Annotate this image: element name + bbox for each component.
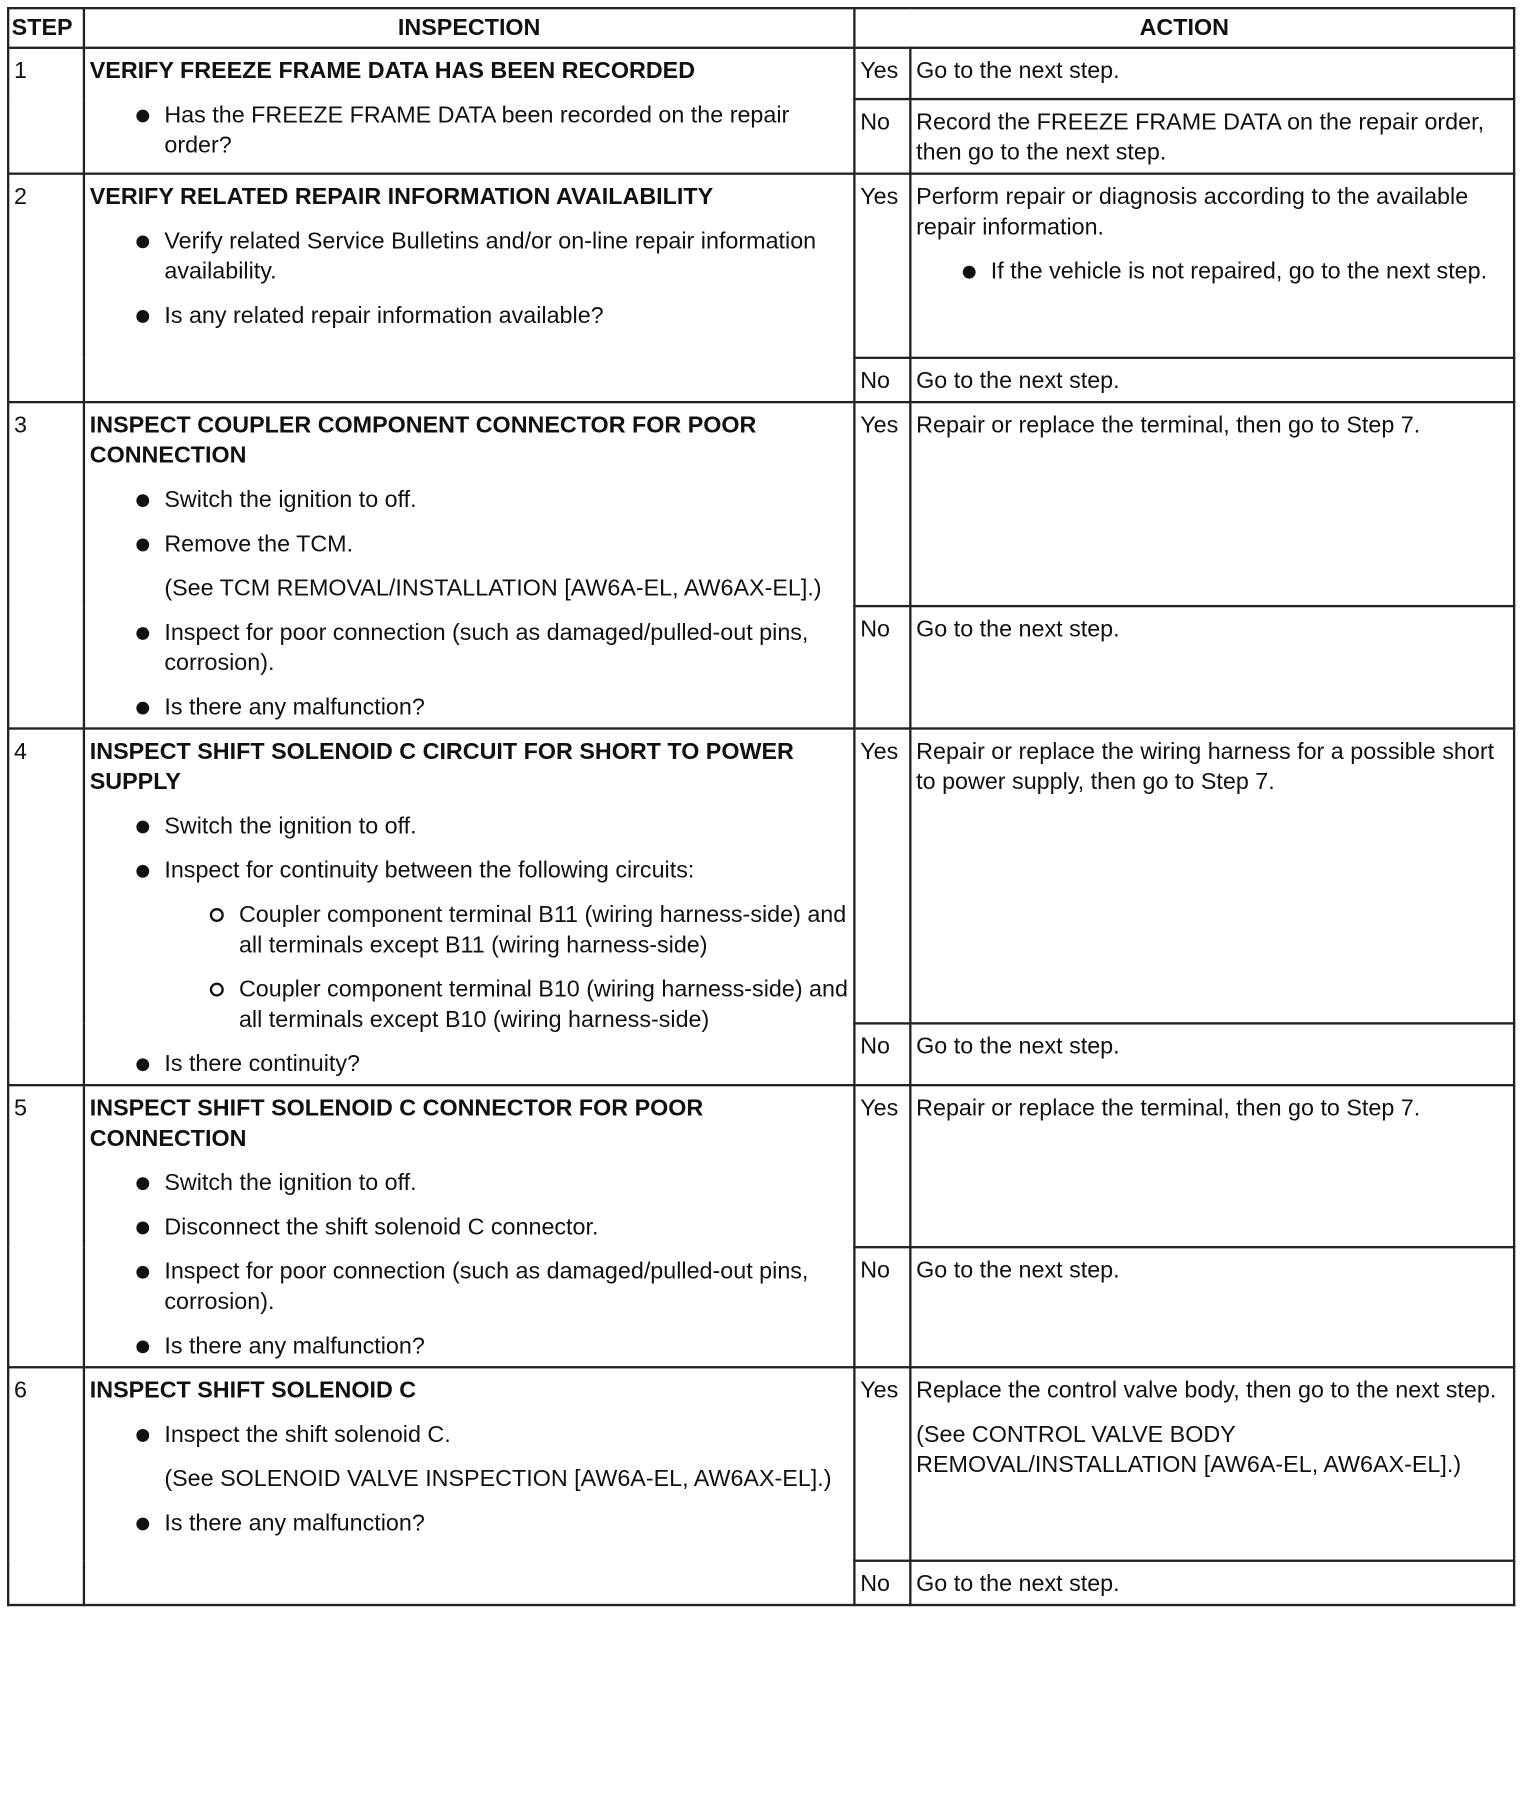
no-label: No — [854, 358, 910, 402]
no-label: No — [854, 99, 910, 174]
yes-action: Repair or replace the terminal, then go to Step 7. — [910, 402, 1514, 606]
step-number: 1 — [8, 48, 84, 174]
bullet-item: Disconnect the shift solenoid C connector. — [90, 1212, 849, 1242]
step-header: STEP — [8, 8, 84, 48]
reference-text: (See SOLENOID VALVE INSPECTION [AW6A-EL, AW6AX-EL].) — [164, 1466, 832, 1492]
yes-action: Replace the control valve body, then go to the next step. — [916, 1377, 1497, 1404]
action-reference: (See CONTROL VALVE BODY REMOVAL/INSTALLATION [AW6A-EL, AW6AX-EL].) — [916, 1422, 1462, 1478]
yes-action: Go to the next step. — [910, 48, 1514, 99]
bullet-item: Is there continuity? — [90, 1049, 849, 1079]
yes-label: Yes — [854, 402, 910, 606]
yes-label: Yes — [854, 728, 910, 1023]
step-2-yes-row — [8, 174, 1514, 358]
yes-action: Perform repair or diagnosis according to the available repair information. — [916, 184, 1469, 241]
yes-label: Yes — [854, 174, 910, 358]
step-title: INSPECT COUPLER COMPONENT CONNECTOR FOR POOR CONNECTION — [89, 412, 757, 469]
step-number: 2 — [8, 174, 84, 402]
step-title: INSPECT SHIFT SOLENOID C CONNECTOR FOR POOR CONNECTION — [89, 1095, 704, 1152]
bullet-item: Is there any malfunction? — [90, 692, 849, 722]
yes-label: Yes — [854, 48, 910, 99]
bullet-item: Inspect for poor connection (such as damaged/pulled-out pins, corrosion). — [90, 618, 849, 679]
reference-text: (See TCM REMOVAL/INSTALLATION [AW6A-EL, AW6AX-EL].) — [164, 575, 822, 602]
step-6-yes-row — [8, 1367, 1514, 1560]
inspection-cell — [84, 1085, 854, 1367]
step-number: 5 — [8, 1085, 84, 1367]
no-action: Go to the next step. — [910, 1561, 1514, 1605]
step-1-yes-row — [8, 48, 1514, 99]
bullet-item: Inspect for poor connection (such as damaged/pulled-out pins, corrosion). — [90, 1257, 849, 1318]
bullet-item: Is any related repair information available? — [90, 301, 849, 331]
no-action: Go to the next step. — [910, 358, 1514, 402]
bullet-item: Has the FREEZE FRAME DATA been recorded on the repair order? — [90, 100, 849, 161]
sub-bullet-item: Coupler component terminal B10 (wiring harness-side) and all terminals except B10 (wiring harness-side) — [90, 974, 849, 1035]
bullet-item: Switch the ignition to off. — [90, 1168, 849, 1198]
step-number: 6 — [8, 1367, 84, 1605]
yes-label: Yes — [854, 1367, 910, 1560]
yes-action-cell — [910, 1367, 1514, 1560]
action-header: ACTION — [854, 8, 1514, 48]
sub-bullet-item: Coupler component terminal B11 (wiring harness-side) and all terminals except B11 (wiring harness-side) — [90, 900, 849, 961]
inspection-cell — [84, 48, 854, 174]
action-bullet: If the vehicle is not repaired, go to the next step. — [916, 256, 1508, 286]
bullet-item: Is there any malfunction? — [90, 1331, 849, 1361]
no-action: Go to the next step. — [910, 1247, 1514, 1367]
diagnostic-table — [7, 7, 1515, 1606]
step-4-yes-row — [8, 728, 1514, 1023]
no-label: No — [854, 1561, 910, 1605]
yes-action: Repair or replace the terminal, then go to Step 7. — [910, 1085, 1514, 1247]
step-number: 3 — [8, 402, 84, 728]
no-label: No — [854, 606, 910, 728]
inspection-cell — [84, 1367, 854, 1605]
step-number: 4 — [8, 728, 84, 1085]
bullet-item: Inspect for continuity between the following circuits: — [90, 856, 849, 886]
bullet-item: Switch the ignition to off. — [90, 485, 849, 515]
bullet-item: Remove the TCM. — [90, 529, 849, 559]
yes-action: Repair or replace the wiring harness for a possible short to power supply, then go to Step 7. — [910, 728, 1514, 1023]
no-label: No — [854, 1023, 910, 1085]
yes-label: Yes — [854, 1085, 910, 1247]
step-title: VERIFY FREEZE FRAME DATA HAS BEEN RECORDED — [89, 58, 696, 84]
step-title: INSPECT SHIFT SOLENOID C CIRCUIT FOR SHORT TO POWER SUPPLY — [89, 738, 794, 795]
bullet-item: Verify related Service Bulletins and/or on-line repair information availability. — [90, 226, 849, 287]
bullet-item: Switch the ignition to off. — [90, 811, 849, 841]
inspection-cell — [84, 174, 854, 402]
no-action: Go to the next step. — [910, 1023, 1514, 1085]
step-title: INSPECT SHIFT SOLENOID C — [89, 1377, 417, 1404]
bullet-item: Inspect the shift solenoid C. — [90, 1420, 849, 1450]
header-row — [8, 8, 1514, 48]
step-5-yes-row — [8, 1085, 1514, 1247]
bullet-item: Is there any malfunction? — [90, 1508, 849, 1538]
no-action: Go to the next step. — [910, 606, 1514, 728]
inspection-cell — [84, 402, 854, 728]
no-action: Record the FREEZE FRAME DATA on the repair order, then go to the next step. — [910, 99, 1514, 174]
inspection-cell — [84, 728, 854, 1085]
step-3-yes-row — [8, 402, 1514, 606]
step-title: VERIFY RELATED REPAIR INFORMATION AVAILABILITY — [89, 184, 714, 210]
yes-action-cell — [910, 174, 1514, 358]
inspection-header: INSPECTION — [84, 8, 854, 48]
no-label: No — [854, 1247, 910, 1367]
